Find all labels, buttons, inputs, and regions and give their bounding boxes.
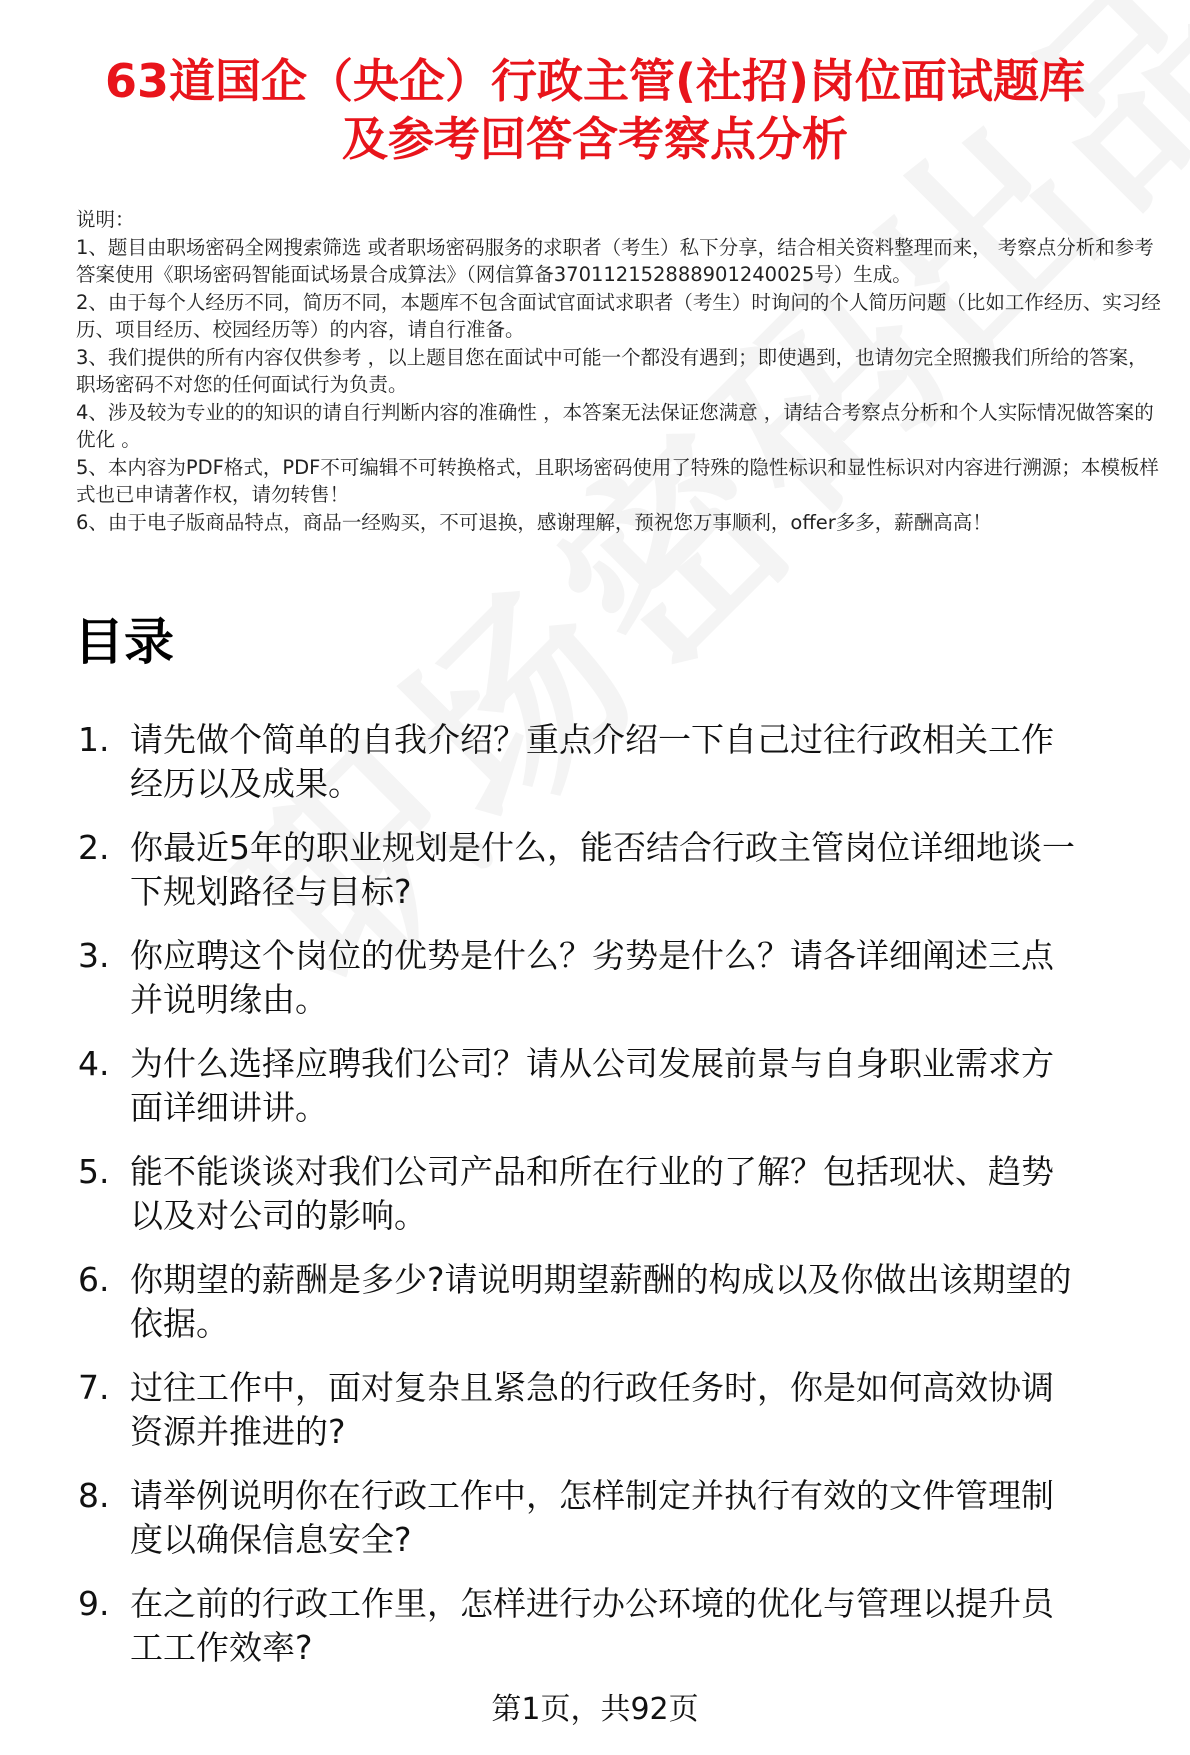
toc-item-text: 能不能谈谈对我们公司产品和所在行业的了解？包括现状、趋势 以及对公司的影响。: [130, 1152, 1054, 1235]
toc-heading: 目录: [74, 613, 174, 671]
toc-item[interactable]: [0, 826, 1190, 934]
note-item: 4、涉及较为专业的的知识的请自行判断内容的准确性 ，本答案无法保证您满意 ，请结合考察点分析和个人实际情况做答案的优化 。: [76, 400, 1154, 451]
toc-item-number: 4.: [78, 1044, 110, 1083]
toc-item-number: 1.: [78, 720, 110, 759]
note-item: 2、由于每个人经历不同，简历不同，本题库不包含面试官面试求职者（考生）时询问的个人简历问题（比如工作经历、实习经历、项目经历、校园经历等）的内容，请自行准备。: [76, 290, 1161, 341]
notes-heading: 说明：: [76, 208, 135, 231]
toc-item[interactable]: [0, 718, 1190, 826]
toc-item[interactable]: [0, 1258, 1190, 1366]
toc-item-number: 5.: [78, 1152, 110, 1191]
note-item: 5、本内容为PDF格式，PDF不可编辑不可转换格式，且职场密码使用了特殊的隐性标识和显性标识对内容进行溯源；本模板样式也已申请著作权，请勿转售！: [76, 455, 1159, 506]
toc-item[interactable]: [0, 1150, 1190, 1258]
table-of-contents: [0, 718, 1190, 1690]
page-number: 第1页，共92页: [491, 1692, 699, 1727]
toc-item[interactable]: [0, 1474, 1190, 1582]
toc-item-text: 过往工作中，面对复杂且紧急的行政任务时，你是如何高效协调 资源并推进的?: [130, 1368, 1054, 1451]
title-line-2: 及参考回答含考察点分析: [342, 112, 848, 166]
toc-item-text: 你期望的薪酬是多少?请说明期望薪酬的构成以及你做出该期望的 依据。: [130, 1260, 1072, 1343]
toc-item-text: 在之前的行政工作里，怎样进行办公环境的优化与管理以提升员 工工作效率?: [130, 1584, 1054, 1667]
toc-item-text: 请举例说明你在行政工作中，怎样制定并执行有效的文件管理制 度以确保信息安全?: [130, 1476, 1054, 1559]
toc-item-text: 为什么选择应聘我们公司？请从公司发展前景与自身职业需求方 面详细讲讲。: [130, 1044, 1054, 1127]
document-title: [0, 52, 1190, 168]
toc-item-number: 2.: [78, 828, 110, 867]
toc-item-number: 9.: [78, 1584, 110, 1623]
toc-item[interactable]: [0, 1582, 1190, 1690]
toc-item-text: 你应聘这个岗位的优势是什么？劣势是什么？请各详细阐述三点 并说明缘由。: [130, 936, 1054, 1019]
toc-item-number: 3.: [78, 936, 110, 975]
note-item: 3、我们提供的所有内容仅供参考 ，以上题目您在面试中可能一个都没有遇到；即使遇到，也请勿完全照搬我们所给的答案，职场密码不对您的任何面试行为负责。: [76, 345, 1148, 396]
notes-section: [76, 206, 1166, 536]
note-item: 6、由于电子版商品特点，商品一经购买，不可退换，感谢理解，预祝您万事顺利，offer多多，薪酬高高！: [76, 510, 992, 534]
toc-item-number: 6.: [78, 1260, 110, 1299]
toc-item-text: 你最近5年的职业规划是什么，能否结合行政主管岗位详细地谈一 下规划路径与目标?: [130, 828, 1075, 911]
toc-item[interactable]: [0, 934, 1190, 1042]
toc-item-number: 7.: [78, 1368, 110, 1407]
toc-item-text: 请先做个简单的自我介绍？重点介绍一下自己过往行政相关工作 经历以及成果。: [130, 720, 1054, 803]
toc-item-number: 8.: [78, 1476, 110, 1515]
note-item: 1、题目由职场密码全网搜索筛选 或者职场密码服务的求职者（考生）私下分享，结合相关资料整理而来， 考察点分析和参考答案使用《职场密码智能面试场景合成算法》（网信算备370112152888901240025号）生成。: [76, 235, 1154, 286]
toc-item[interactable]: [0, 1042, 1190, 1150]
toc-item[interactable]: [0, 1366, 1190, 1474]
title-line-1: 63道国企（央企）行政主管(社招)岗位面试题库: [104, 54, 1086, 108]
